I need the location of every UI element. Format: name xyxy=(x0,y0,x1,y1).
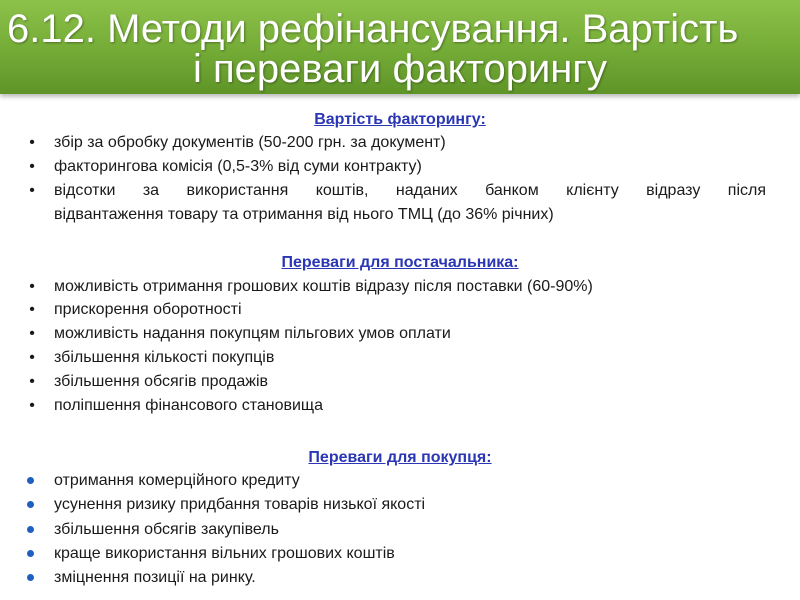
list-item-text: факторингова комісія (0,5-3% від суми контракту) xyxy=(54,158,422,175)
list-item-text: збільшення обсягів продажів xyxy=(54,373,269,390)
list-item-text: поліпшення фінансового становища xyxy=(54,397,323,414)
supplier-heading: Переваги для постачальника: xyxy=(281,254,519,271)
list-item-text: усунення ризику придбання товарів низької якості xyxy=(54,496,426,513)
bullet-icon: • xyxy=(29,182,35,199)
cost-heading: Вартість факторингу: xyxy=(314,111,486,128)
title-banner xyxy=(0,0,800,94)
bullet-icon: • xyxy=(29,349,35,366)
bullet-icon xyxy=(27,574,34,581)
buyer-heading: Переваги для покупця: xyxy=(308,449,492,466)
list-item-text: відвантаження товару та отримання від нього ТМЦ (до 36% річних) xyxy=(54,206,554,223)
bullet-icon: • xyxy=(29,134,35,151)
bullet-icon: • xyxy=(29,325,35,342)
bullet-icon: • xyxy=(29,301,35,318)
list-item-text: відсотки за використання коштів, наданих банком клієнту відразу після xyxy=(54,182,766,199)
bullet-icon xyxy=(27,477,34,484)
slide-title-line-1: 6.12. Методи рефінансування. Вартість xyxy=(7,7,739,51)
bullet-icon: • xyxy=(29,278,35,295)
list-item-text: збір за обробку документів (50-200 грн. за документ) xyxy=(54,134,446,151)
list-item-text: збільшення кількості покупців xyxy=(54,349,275,366)
list-item-text: отримання комерційного кредиту xyxy=(54,472,300,489)
bullet-icon: • xyxy=(29,397,35,414)
list-item-text: можливість надання покупцям пільгових умов оплати xyxy=(54,325,451,342)
list-item-text: збільшення обсягів закупівель xyxy=(54,521,279,538)
list-item-text: можливість отримання грошових коштів відразу після поставки (60-90%) xyxy=(54,278,593,295)
bullet-icon: • xyxy=(29,373,35,390)
bullet-icon: • xyxy=(29,158,35,175)
list-item-text: краще використання вільних грошових коштів xyxy=(54,545,395,562)
list-item-text: зміцнення позиції на ринку. xyxy=(54,569,256,586)
bullet-icon xyxy=(27,526,34,533)
list-item-text: прискорення оборотності xyxy=(54,301,242,318)
bullet-icon xyxy=(27,550,34,557)
bullet-icon xyxy=(27,501,34,508)
slide-title-line-2: і переваги факторингу xyxy=(193,47,607,91)
